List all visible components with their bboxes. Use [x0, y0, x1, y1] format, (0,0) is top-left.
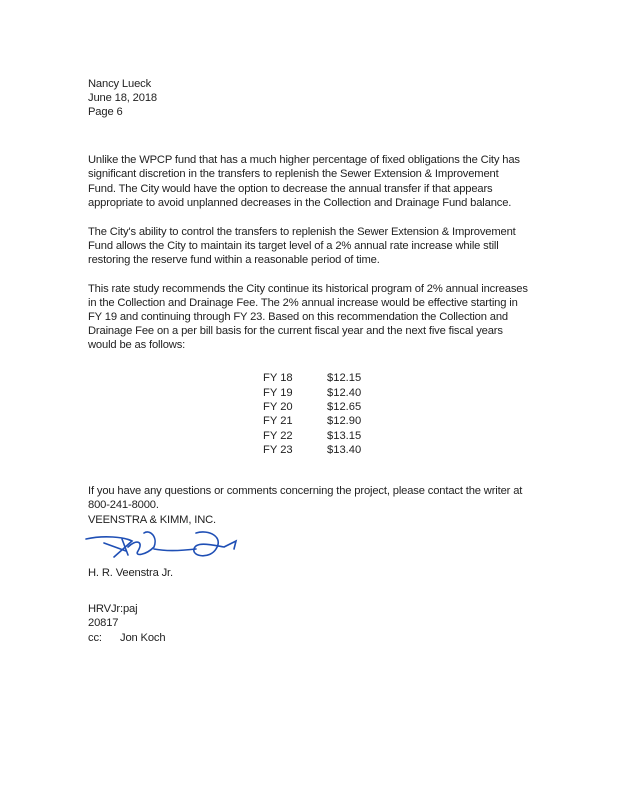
text-line: Drainage Fee on a per bill basis for the current fiscal year and the next five fiscal years	[88, 325, 503, 337]
text-line: would be as follows:	[88, 339, 186, 351]
fee-amount: $12.65	[327, 401, 362, 413]
text-line: FY 19 and continuing through FY 23. Based on this recommendation the Collection and	[88, 311, 509, 323]
text-line: If you have any questions or comments concerning the project, please contact the writer at	[88, 485, 523, 497]
fee-amount: $12.40	[327, 387, 362, 399]
signature	[84, 527, 264, 569]
text-line: 800-241-8000.	[88, 499, 159, 511]
page-number: Page 6	[88, 106, 123, 118]
fee-year: FY 18	[263, 372, 293, 384]
text-line: This rate study recommends the City continue its historical program of 2% annual increases	[88, 283, 528, 295]
fee-amount: $13.15	[327, 430, 362, 442]
company-name: VEENSTRA & KIMM, INC.	[88, 514, 217, 526]
text-line: significant discretion in the transfers to replenish the Sewer Extension & Improvement	[88, 168, 499, 180]
cc-name: Jon Koch	[120, 632, 166, 644]
signer-name: H. R. Veenstra Jr.	[88, 567, 173, 579]
fee-amount: $12.15	[327, 372, 362, 384]
text-line: in the Collection and Drainage Fee. The 2% annual increase would be effective starting in	[88, 297, 518, 309]
cc-label: cc:	[88, 632, 102, 644]
text-line: appropriate to avoid unplanned decreases in the Collection and Drainage Fund balance.	[88, 197, 512, 209]
fee-year: FY 23	[263, 444, 293, 456]
fee-year: FY 20	[263, 401, 293, 413]
letter-date: June 18, 2018	[88, 92, 157, 104]
text-line: The City's ability to control the transfers to replenish the Sewer Extension & Improvement	[88, 226, 516, 238]
recipient: Nancy Lueck	[88, 78, 152, 90]
fee-year: FY 22	[263, 430, 293, 442]
fee-amount: $12.90	[327, 415, 362, 427]
fee-year: FY 21	[263, 415, 293, 427]
fee-year: FY 19	[263, 387, 293, 399]
project-number: 20817	[88, 617, 119, 629]
initials: HRVJr:paj	[88, 603, 138, 615]
fee-amount: $13.40	[327, 444, 362, 456]
text-line: Fund allows the City to maintain its target level of a 2% annual rate increase while still	[88, 240, 499, 252]
text-line: Unlike the WPCP fund that has a much higher percentage of fixed obligations the City has	[88, 154, 520, 166]
text-line: Fund. The City would have the option to decrease the annual transfer if that appears	[88, 183, 493, 195]
text-line: restoring the reserve fund within a reasonable period of time.	[88, 254, 380, 266]
